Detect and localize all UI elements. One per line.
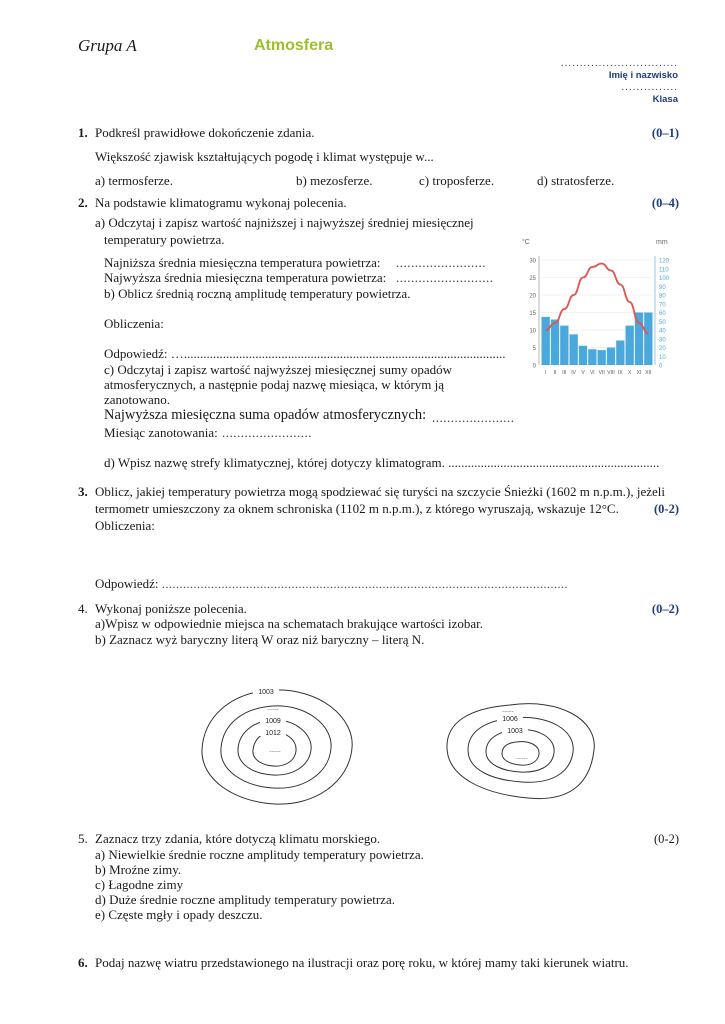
q1-option-b[interactable]: b) mezosferze. <box>296 173 373 188</box>
q3-line1: Oblicz, jakiej temperatury powietrza mogą spodziewać się turyści na szczycie Śnieżki (1602 m n.p.m.), jeżeli <box>95 484 665 499</box>
temp-tick-label: 25 <box>529 276 536 282</box>
precip-bar <box>626 326 634 365</box>
q2-min-temp-field[interactable]: ........................ <box>396 255 486 270</box>
isobar-label: 1003 <box>507 728 523 735</box>
precip-bar <box>607 348 615 366</box>
q1-option-a[interactable]: a) termosferze. <box>95 173 173 188</box>
precip-tick-label: 20 <box>659 346 666 352</box>
isobar-blank[interactable]: ...... <box>516 754 528 761</box>
isobar-diagram-left[interactable] <box>195 680 360 815</box>
name-label: Imię i nazwisko <box>608 70 678 81</box>
month-label: X <box>627 370 632 376</box>
month-label: III <box>562 370 567 376</box>
month-label: II <box>553 370 557 376</box>
q1-text: Podkreśl prawidłowe dokończenie zdania. <box>95 125 315 140</box>
precip-tick-label: 80 <box>659 293 666 300</box>
q2-min-temp-label: Najniższa średnia miesięczna temperatura powietrza: <box>104 255 381 270</box>
isobar-diagram-right[interactable] <box>440 690 600 810</box>
name-dots[interactable]: ............................... <box>560 58 678 69</box>
q5-text: Zaznacz trzy zdania, które dotyczą klimatu morskiego. <box>95 831 381 846</box>
month-label: IX <box>617 370 623 376</box>
q4-points: (0–2) <box>651 602 679 616</box>
q1-points: (0–1) <box>651 126 679 140</box>
temp-tick-label: 15 <box>529 311 536 317</box>
precip-tick-label: 30 <box>659 337 666 344</box>
month-label: V <box>581 370 585 376</box>
q2-max-temp-label: Najwyższa średnia miesięczna temperatura powietrza: <box>104 270 387 285</box>
precip-bar <box>644 313 652 366</box>
precip-tick-label: 110 <box>659 267 669 274</box>
precip-tick-label: 40 <box>659 328 666 335</box>
temp-tick-label: 0 <box>532 363 536 370</box>
q2-month-label: Miesiąc zanotowania: <box>104 425 218 440</box>
month-label: I <box>544 370 547 376</box>
isobar-blank[interactable]: ...... <box>502 707 514 714</box>
q6-text: Podaj nazwę wiatru przedstawionego na ilustracji oraz porę roku, w której mamy taki kierunek wiatru. <box>95 955 629 970</box>
precip-tick-label: 70 <box>659 302 666 309</box>
q2-calc-label: Obliczenia: <box>104 316 164 331</box>
q5-option-d[interactable]: d) Duże średnie roczne amplitudy temperatury powietrza. <box>95 892 395 907</box>
q5-points: (0-2) <box>654 832 679 846</box>
q4-b-text: b) Zaznacz wyż baryczny literą W oraz niż baryczny – literą N. <box>95 632 425 647</box>
q2-answer-line[interactable]: Odpowiedź: …................................................................................................... <box>104 346 506 361</box>
q4-a-text: a)Wpisz w odpowiednie miejsca na schematach brakujące wartości izobar. <box>95 616 484 631</box>
q2-max-precip-label: Najwyższa miesięczna suma opadów atmosferycznych: <box>104 407 427 423</box>
precip-bar <box>579 346 587 365</box>
precip-unit-label: mm <box>656 239 668 246</box>
precip-tick-label: 100 <box>659 276 669 282</box>
isobar-label: 1009 <box>265 718 281 725</box>
climatogram-chart <box>517 234 669 384</box>
precip-tick-label: 10 <box>659 354 666 361</box>
precip-tick-label: 0 <box>659 363 663 370</box>
precip-tick-label: 120 <box>659 258 669 265</box>
q2-max-precip-field[interactable]: ...................... <box>432 410 515 425</box>
isobar-label: 1012 <box>265 730 281 737</box>
month-label: VI <box>589 370 595 376</box>
q5-option-e[interactable]: e) Częste mgły i opady deszczu. <box>95 907 263 922</box>
q2-c-line3: zanotowano. <box>104 392 171 407</box>
worksheet-title: Atmosfera <box>254 37 334 54</box>
q1-stem: Większość zjawisk kształtujących pogodę i klimat występuje w... <box>95 149 434 164</box>
precip-bar <box>551 320 559 366</box>
q3-calc-label: Obliczenia: <box>95 518 155 533</box>
month-label: VII <box>598 370 605 376</box>
temp-tick-label: 20 <box>529 293 536 300</box>
isobar-blank[interactable]: ...... <box>269 747 281 754</box>
q2-a-line2: temperatury powietrza. <box>104 232 225 247</box>
q5-option-a[interactable]: a) Niewielkie średnie roczne amplitudy temperatury powietrza. <box>95 847 424 862</box>
temp-unit-label: °C <box>522 239 530 246</box>
isobar-label: 1006 <box>502 716 518 723</box>
q2-number: 2. <box>78 195 88 210</box>
q2-points: (0–4) <box>651 196 679 210</box>
month-label: XII <box>645 370 652 376</box>
q1-option-c[interactable]: c) troposferze. <box>419 173 495 188</box>
q5-option-b[interactable]: b) Mroźne zimy. <box>95 862 182 877</box>
q2-c-line1: c) Odczytaj i zapisz wartość najwyższej miesięcznej sumy opadów <box>104 362 452 377</box>
isobar-blank[interactable]: ...... <box>267 705 279 712</box>
q2-text: Na podstawie klimatogramu wykonaj polecenia. <box>95 195 347 210</box>
precip-tick-label: 50 <box>659 319 666 326</box>
class-label: Klasa <box>652 94 678 105</box>
precip-bar <box>598 350 606 365</box>
q2-b-text: b) Oblicz średnią roczną amplitudę temperatury powietrza. <box>104 286 411 301</box>
q3-line2: termometr umieszczony za oknem schroniska (1102 m n.p.m.), z którego wyruszają, wskazuje 12°C. <box>95 501 619 516</box>
month-label: IV <box>571 370 577 376</box>
q3-answer-label: Odpowiedź: <box>95 576 159 591</box>
precip-bar <box>616 341 624 366</box>
precip-bar <box>588 349 596 365</box>
precip-bar <box>542 317 550 365</box>
precip-tick-label: 90 <box>659 284 666 291</box>
precip-bar <box>570 334 578 365</box>
group-label: Grupa A <box>78 36 137 55</box>
q5-number: 5. <box>78 831 88 846</box>
q2-a-line1: a) Odczytaj i zapisz wartość najniższej i najwyższej średniej miesięcznej <box>95 215 474 230</box>
q2-c-line2: atmosferycznych, a następnie podaj nazwę miesiąca, w którym ją <box>104 377 445 392</box>
q6-number: 6. <box>78 955 88 970</box>
temp-tick-label: 5 <box>532 346 536 352</box>
isobar-label: 1003 <box>258 689 274 696</box>
q2-max-temp-field[interactable]: .......................... <box>396 270 494 285</box>
month-label: VIII <box>607 370 615 376</box>
q4-number: 4. <box>78 601 88 616</box>
q1-number: 1. <box>78 125 88 140</box>
temp-tick-label: 30 <box>529 258 536 265</box>
month-label: XI <box>636 370 642 376</box>
q3-answer-field[interactable]: .................................................................................................................... <box>162 577 568 591</box>
q1-option-d[interactable]: d) stratosferze. <box>537 173 615 188</box>
q3-number: 3. <box>78 484 88 499</box>
q5-option-c[interactable]: c) Łagodne zimy <box>95 877 184 892</box>
precip-tick-label: 60 <box>659 311 666 317</box>
class-dots[interactable]: ............... <box>621 82 678 93</box>
q2-d-text[interactable]: d) Wpisz nazwę strefy klimatycznej, której dotyczy klimatogram. ................................................................. <box>104 455 660 470</box>
precip-bar <box>560 326 568 365</box>
q3-points: (0-2) <box>654 502 679 516</box>
q2-month-field[interactable]: ........................ <box>222 425 312 440</box>
q4-text: Wykonaj poniższe polecenia. <box>95 601 247 616</box>
temp-tick-label: 10 <box>529 328 536 335</box>
